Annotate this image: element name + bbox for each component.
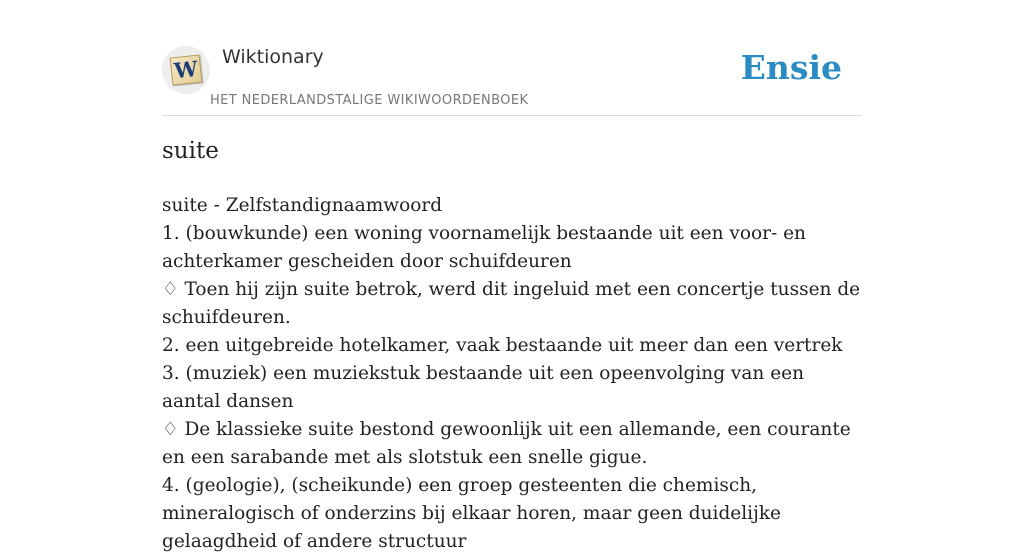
example-1: ♢ Toen hij zijn suite betrok, werd dit ingeluid met een concertje tussen de schuifdeuren. [162, 279, 861, 328]
entry-term: suite [162, 138, 219, 164]
ensie-brand-logo[interactable]: Ensie [740, 48, 842, 87]
sense-4: 4. (geologie), (scheikunde) een groep gesteenten die chemisch, mineralogisch of onderzins bij elkaar horen, maar geen duidelijke gelaagdheid of andere structuur [162, 475, 781, 552]
entry-definition [162, 192, 864, 556]
source-name[interactable]: Wiktionary [222, 46, 324, 68]
wiktionary-logo-icon: W [170, 55, 203, 86]
sense-3: 3. (muziek) een muziekstuk bestaande uit een opeenvolging van een aantal dansen [162, 363, 805, 412]
header [162, 40, 862, 116]
source-tagline: HET NEDERLANDSTALIGE WIKIWOORDENBOEK [210, 93, 529, 108]
sense-1: 1. (bouwkunde) een woning voornamelijk bestaande uit een voor- en achterkamer gescheiden door schuifdeuren [162, 223, 806, 272]
example-3: ♢ De klassieke suite bestond gewoonlijk uit een allemande, een courante en een sarabande met als slotstuk een snelle gigue. [162, 419, 851, 468]
part-of-speech-line: suite - Zelfstandignaamwoord [162, 195, 443, 216]
wiktionary-logo[interactable] [162, 46, 210, 94]
sense-2: 2. een uitgebreide hotelkamer, vaak bestaande uit meer dan een vertrek [162, 335, 843, 356]
